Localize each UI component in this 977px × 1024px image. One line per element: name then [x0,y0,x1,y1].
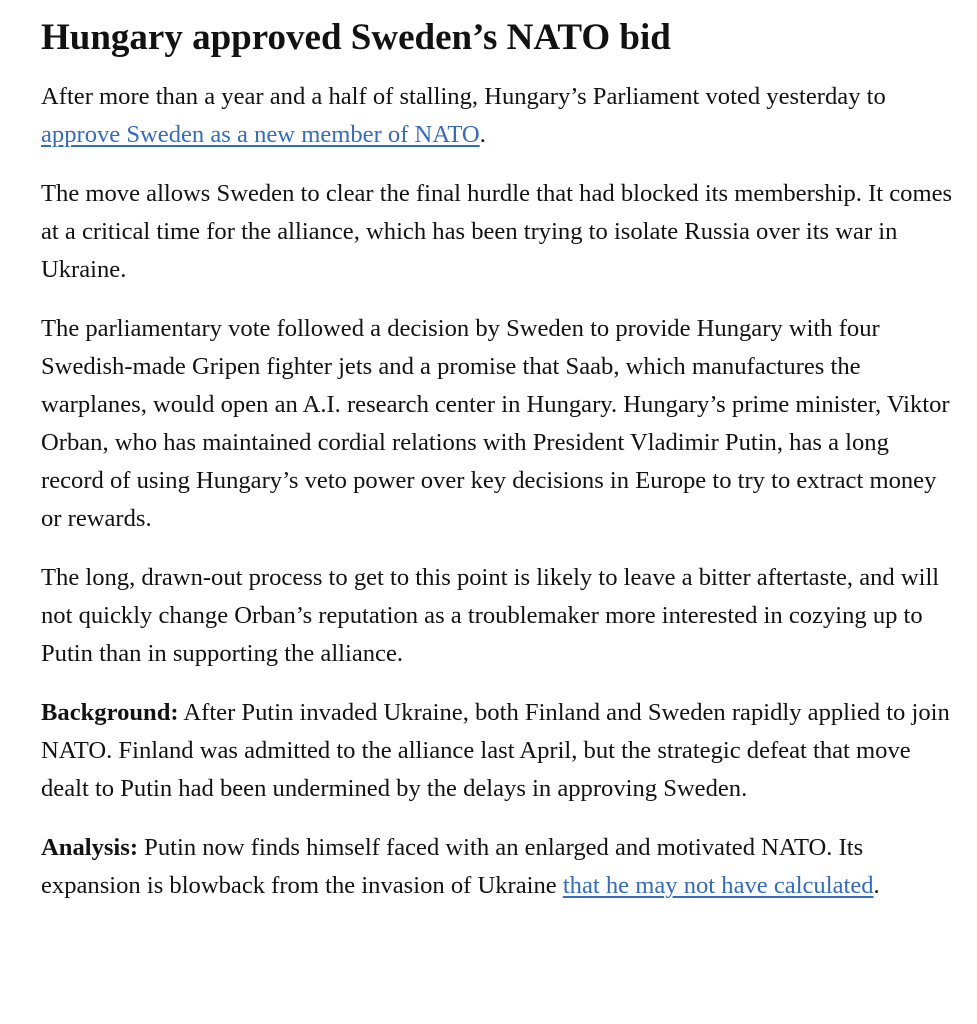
headline: Hungary approved Sweden’s NATO bid [41,17,671,58]
intro-text: After more than a year and a half of stalling, Hungary’s Parliament voted yesterday to [41,83,886,110]
background-text: After Putin invaded Ukraine, both Finland and Sweden rapidly applied to join NATO. Finland was admitted to the alliance last April, but the strategic defeat that move dealt to Putin had been undermined by the delays in approving Sweden. [41,699,950,802]
paragraph-move: The move allows Sweden to clear the final hurdle that had blocked its membership. It comes at a critical time for the alliance, which has been trying to isolate Russia over its war in Ukraine. [41,180,953,283]
article [41,0,956,905]
paragraph-process: The long, drawn-out process to get to this point is likely to leave a bitter aftertaste, and will not quickly change Orban’s reputation as a troublemaker more interested in cozying up to Putin than in supporting the alliance. [41,564,940,667]
background-label: Background: [41,699,179,726]
analysis-text: Putin now finds himself faced with an enlarged and motivated NATO. Its expansion is blowback from the invasion of Ukraine [41,834,864,899]
paragraph-intro [41,78,956,154]
paragraph-vote: The parliamentary vote followed a decision by Sweden to provide Hungary with four Swedish-made Gripen fighter jets and a promise that Saab, which manufactures the warplanes, would open an A.I. research center in Hungary. Hungary’s prime minister, Viktor Orban, who has maintained cordial relations with President Vladimir Putin, has a long record of using Hungary’s veto power over key decisions in Europe to try to extract money or rewards. [41,315,950,532]
paragraph-analysis [41,829,956,905]
approve-sweden-link[interactable]: approve Sweden as a new member of NATO [41,121,480,148]
analysis-end: . [873,872,880,899]
analysis-label: Analysis: [41,834,139,861]
intro-end: . [479,121,486,148]
may-not-have-calculated-link[interactable]: that he may not have calculated [562,872,874,899]
paragraph-background [41,694,956,808]
